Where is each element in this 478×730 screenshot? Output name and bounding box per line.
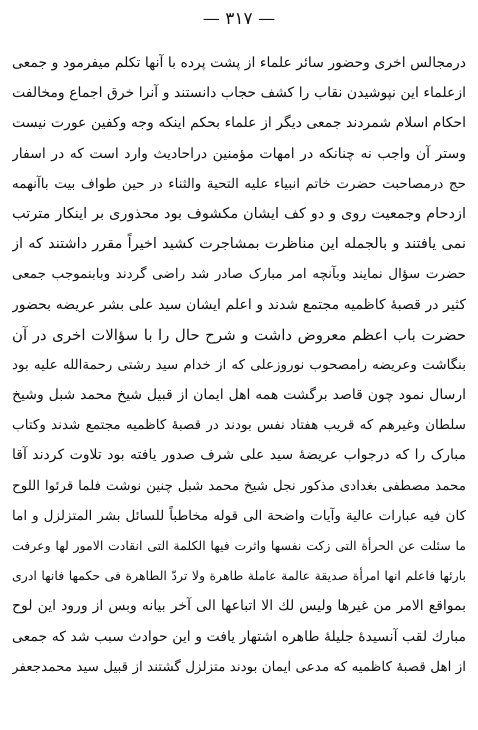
text-line: حضرت سؤال نمایند وبآنچه امر مبارک صادر شد راضی گردند وبابنموجب جمعی [12,266,466,283]
text-line: ازدحام وجمعیت روی و دو کف ایشان مکشوف بود محذوری بر اینکار مترتب [12,205,466,222]
text-line: احکام اسلام شمردند جمعی دیگر از علماء بحکم اینکه وجه وکفین عورت نیست [12,115,466,132]
text-line: از اهل قصبۀ کاظمیه که مدعی ایمان بودند متزلزل گشتند از قبیل سید محمدجعفر [12,658,466,675]
text-line: کثیر در قصبۀ کاظمیه مجتمع شدند و اعلم ایشان سید علی بشر عریضه بحضور [12,296,466,313]
text-line: درمجالس اخری وحضور سائر علماء از پشت پرده با آنها تکلم میفرمود و جمعی [12,55,466,71]
text-line: حج درمصاحبت حضرت خاتم انبیاء علیه التحیة والثناء در حین طواف بیت باآنهمه [12,175,466,192]
text-line: بمواقع الامر من غیرها ولیس لك الا اتباعها الی آخر بیانه وبس از ورود این لوح [12,598,466,615]
text-line: سلطان وغیرهم که قریب هفتاد نفس بودند در قصبۀ کاظمیه مجتمع شدند وکتاب [12,417,466,434]
text-line: محمد مصطفی بغدادی مذکور نجل شیخ محمد شبل چنین نوشت فلما قرئوا اللوح [12,477,466,494]
text-line: مبارک را که درجواب عریضۀ سید علی شرف صدور یافته بود تلاوت کردند آقا [12,447,466,464]
text-line: بنگاشت وعریضه رامصحوب نوروزعلی که از خدام سید رشتی رحمةالله علیه بود [12,356,466,373]
text-line: بارئها فاعلم انها امرأة صدیقة عالمة عاملة طاهرة ولا تردّ الطاهرة فی حکمها فانها ادری [12,568,466,584]
text-line: ازعلماء این نپوشیدن نقاب را کشف حجاب دانستند و آنرا خرق اجماع ومخالفت [12,85,466,102]
text-line: ارسال نمود چون قاصد برگشت همه اهل ایمان از قبیل شیخ محمد شبل وشیخ [12,387,466,404]
text-line: نمی یافتند و بالجمله این مناظرت بمشاجرت کشید اخیراً مقرر داشتند که از [12,236,466,253]
text-line: مبارك لقب آنسیدۀ جلیلۀ طاهره اشتهار یافت و این حوادث سبب شد که جمعی [12,628,466,645]
page-number: — ٣١٧ — [202,9,276,29]
text-line: ما سئلت عن الحرأة التی زکت نفسها واثرت فیها الکلمة التی انقادت الامور لها وعرفت [12,538,466,553]
text-line: کان فیه عبارات عالیة وآیات واضحة الی قوله مخاطباً للسائل بشر المتزلزل و اما [12,507,466,524]
text-line: وستر آن واجب نه چنانکه در امهات مؤمنین دراحادیث وارد است که در اسفار [12,145,466,162]
body-text [12,48,466,682]
text-line: حضرت باب اعظم معروض داشت و شرح حال را با سؤالات اخری در آن [12,325,466,344]
